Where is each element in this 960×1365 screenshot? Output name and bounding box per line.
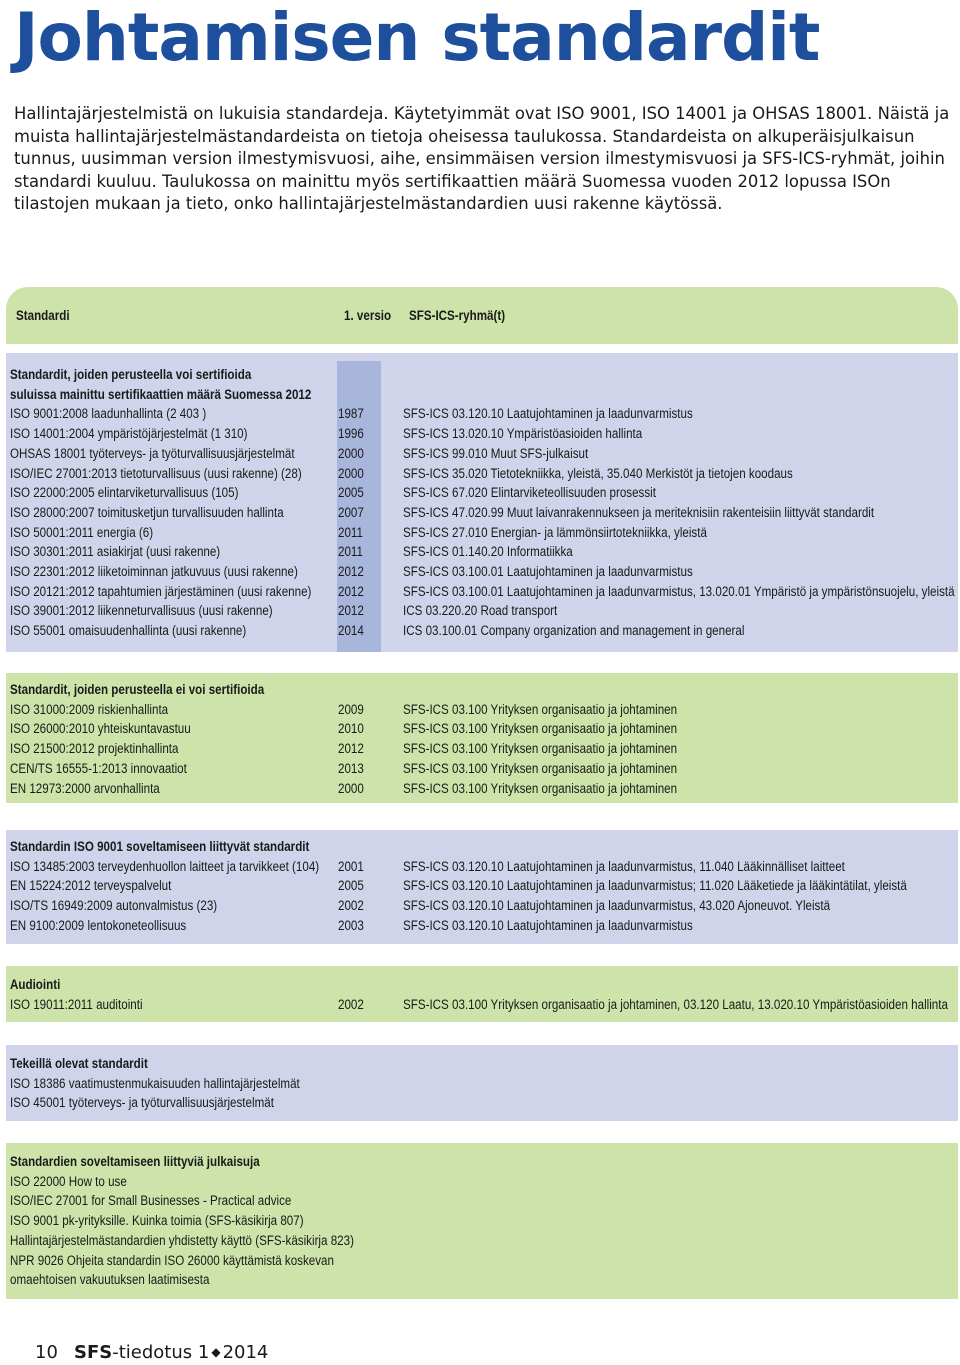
table-row-ics	[403, 523, 756, 543]
table-row-ics	[403, 582, 960, 602]
table-row-standard	[10, 719, 220, 739]
table-row-ics-text: SFS-ICS 03.120.10 Laatujohtaminen ja laadunvarmistus, 43.020 Ajoneuvot. Yleistä	[403, 898, 831, 914]
table-row-year	[338, 700, 368, 720]
table-row-ics	[403, 779, 722, 799]
table-row-ics-text: SFS-ICS 99.010 Muut SFS-julkaisut	[403, 445, 589, 461]
table-row-standard	[10, 1172, 146, 1192]
table-row-year-text: 2000	[338, 780, 364, 796]
table-row-year	[338, 739, 368, 759]
table-row-standard-text: ISO 20121:2012 tapahtumien järjestäminen (uusi rakenne)	[10, 583, 312, 599]
table-row-ics-text: ICS 03.100.01 Company organization and management in general	[403, 623, 745, 639]
table-header	[6, 287, 958, 344]
header-first-version: 1. versio	[344, 308, 392, 323]
table-row-standard	[10, 995, 164, 1015]
page-title: Johtamisen standardit	[14, 0, 820, 76]
table-row-standard	[10, 700, 194, 720]
section-title	[10, 680, 306, 700]
section-title-text: Standardin ISO 9001 soveltamiseen liittyvät standardit	[10, 839, 310, 854]
table-row-year	[338, 503, 368, 523]
table-row-standard-text: ISO/TS 16949:2009 autonvalmistus (23)	[10, 898, 218, 914]
table-row-year-text: 2012	[338, 603, 364, 619]
table-row-year	[338, 857, 368, 877]
table-row-standard	[10, 483, 276, 503]
table-row-standard-text: EN 15224:2012 terveyspalvelut	[10, 878, 172, 894]
table-row-standard-text: EN 9100:2009 lentokoneteollisuus	[10, 917, 187, 933]
table-row-standard-text: ISO 39001:2012 liikenneturvallisuus (uusi rakenne)	[10, 603, 273, 619]
table-row-standard	[10, 1251, 387, 1271]
table-row-ics-text: SFS-ICS 03.100 Yrityksen organisaatio ja johtaminen, 03.120 Laatu, 13.020.10 Ympäristöasioiden hallinta	[403, 996, 948, 1012]
table-row-year-text: 2000	[338, 465, 364, 481]
table-row-standard-text: ISO 13485:2003 terveydenhuollon laitteet ja tarvikkeet (104)	[10, 858, 320, 874]
table-row-year-text: 2009	[338, 701, 364, 717]
table-row-year-text: 2011	[338, 544, 363, 560]
table-row-ics-text: SFS-ICS 03.100 Yrityksen organisaatio ja johtaminen	[403, 721, 678, 737]
table-row-standard-text: ISO 9001 pk-yrityksille. Kuinka toimia (SFS-käsikirja 807)	[10, 1213, 304, 1229]
table-row-standard	[10, 523, 176, 543]
table-row-year-text: 2001	[338, 858, 364, 874]
table-row-ics	[403, 424, 681, 444]
table-row-year	[338, 523, 367, 543]
table-row-standard-text: ISO 22000:2005 elintarviketurvallisuus (105)	[10, 485, 239, 501]
section-title-text: Standardit, joiden perusteella ei voi sertifioida	[10, 682, 265, 697]
table-row-standard	[10, 1074, 347, 1094]
table-row-standard	[10, 1211, 351, 1231]
diamond-icon: ◆	[211, 1345, 221, 1359]
table-row-standard-text: ISO 28000:2007 toimitusketjun turvallisuuden hallinta	[10, 504, 284, 520]
table-row-standard	[10, 1270, 242, 1290]
table-row-ics	[403, 621, 800, 641]
page-number: 10	[35, 1342, 58, 1363]
section-title-text: Audiointi	[10, 977, 61, 992]
table-row-ics-text: SFS-ICS 03.120.10 Laatujohtaminen ja laadunvarmistus; 11.020 Lääketiede ja lääkintätilat, yleistä	[403, 878, 907, 894]
table-row-ics	[403, 759, 722, 779]
table-row-ics-text: ICS 03.220.20 Road transport	[403, 603, 558, 619]
table-row-standard-text: ISO 21500:2012 projektinhallinta	[10, 741, 179, 757]
table-row-year-text: 2007	[338, 504, 364, 520]
table-row-standard-text: ISO 22301:2012 liiketoiminnan jatkuvuus (uusi rakenne)	[10, 564, 298, 579]
table-row-ics-text: SFS-ICS 03.100 Yrityksen organisaatio ja johtaminen	[403, 701, 678, 717]
table-row-ics	[403, 562, 740, 582]
table-row-year	[338, 582, 368, 602]
table-row-year	[338, 424, 368, 444]
table-row-standard	[10, 759, 216, 779]
table-row-standard-text: NPR 9026 Ohjeita standardin ISO 26000 käyttämistä koskevan	[10, 1252, 334, 1268]
table-row-standard-text: ISO 50001:2011 energia (6)	[10, 524, 154, 540]
table-row-standard	[10, 779, 184, 799]
table-row-year-text: 2013	[338, 760, 364, 776]
table-row-year	[338, 719, 368, 739]
section-title-text: Tekeillä olevat standardit	[10, 1056, 148, 1071]
table-row-ics-text: SFS-ICS 03.120.10 Laatujohtaminen ja laadunvarmistus	[403, 917, 693, 933]
table-row-ics-text: SFS-ICS 03.100.01 Laatujohtaminen ja laadunvarmistus	[403, 564, 693, 579]
table-row-ics-text: SFS-ICS 03.120.10 Laatujohtaminen ja laadunvarmistus, 11.040 Lääkinnälliset laitteet	[403, 858, 845, 874]
table-row-year	[338, 601, 368, 621]
section-title	[10, 385, 360, 405]
table-row-ics-text: SFS-ICS 03.100.01 Laatujohtaminen ja laadunvarmistus, 13.020.01 Ympäristö ja ympäristönsuojelu, yleistä	[403, 583, 955, 599]
table-row-standard-text: ISO 18386 vaatimustenmukaisuuden hallintajärjestelmät	[10, 1075, 300, 1091]
table-row-standard	[10, 1093, 317, 1113]
table-row-standard	[10, 857, 369, 877]
table-row-ics	[403, 995, 960, 1015]
publication-brand: SFS	[74, 1342, 113, 1363]
table-row-ics	[403, 916, 740, 936]
table-row-standard-text: ISO 19011:2011 auditointi	[10, 996, 143, 1012]
table-row-standard	[10, 876, 198, 896]
table-row-ics	[403, 542, 600, 562]
table-row-ics-text: SFS-ICS 03.120.10 Laatujohtaminen ja laadunvarmistus	[403, 406, 693, 422]
table-row-year-text: 2005	[338, 485, 364, 501]
table-row-ics-text: SFS-ICS 13.020.10 Ympäristöasioiden hallinta	[403, 426, 643, 442]
header-ics-groups: SFS-ICS-ryhmä(t)	[409, 308, 506, 323]
table-row-year	[338, 916, 368, 936]
table-row-year-text: 2002	[338, 898, 364, 914]
table-row-year	[338, 483, 368, 503]
table-row-year	[338, 759, 368, 779]
table-row-ics	[403, 857, 917, 877]
table-row-ics	[403, 503, 951, 523]
table-row-year-text: 1996	[338, 426, 364, 442]
table-row-standard	[10, 424, 286, 444]
table-row-ics-text: SFS-ICS 03.100 Yrityksen organisaatio ja johtaminen	[403, 780, 678, 796]
header-standard: Standardi	[16, 308, 70, 323]
table-row-standard-text: CEN/TS 16555-1:2013 innovaatiot	[10, 760, 187, 776]
publication-year: 2014	[222, 1342, 269, 1363]
table-row-ics	[403, 444, 618, 464]
table-row-standard-text: ISO 14001:2004 ympäristöjärjestelmät (1 310)	[10, 426, 248, 442]
table-row-year	[338, 995, 368, 1015]
table-row-ics	[403, 739, 722, 759]
table-row-standard-text: ISO 22000 How to use	[10, 1173, 127, 1189]
table-row-year-text: 2005	[338, 878, 364, 894]
table-row-ics	[403, 483, 697, 503]
table-row-year-text: 1987	[338, 406, 364, 422]
table-row-ics	[403, 719, 722, 739]
table-row-year-text: 2003	[338, 917, 364, 933]
table-row-standard	[10, 621, 285, 641]
table-row-year	[338, 464, 368, 484]
table-row-standard-text: ISO/IEC 27001 for Small Businesses - Practical advice	[10, 1193, 292, 1209]
table-row-standard-text: ISO 45001 työterveys- ja työturvallisuusjärjestelmät	[10, 1095, 274, 1111]
section-title-text: suluissa mainittu sertifikaattien määrä Suomessa 2012	[10, 386, 312, 402]
table-row-year	[338, 444, 368, 464]
table-row-year-text: 2012	[338, 564, 364, 579]
table-row-standard-text: ISO/IEC 27001:2013 tietoturvallisuus (uusi rakenne) (28)	[10, 465, 302, 481]
table-row-ics	[403, 464, 856, 484]
table-row-standard	[10, 1191, 337, 1211]
table-row-ics	[403, 876, 960, 896]
table-row-standard-text: ISO 31000:2009 riskienhallinta	[10, 701, 169, 717]
table-row-ics-text: SFS-ICS 03.100 Yrityksen organisaatio ja johtaminen	[403, 760, 678, 776]
table-row-ics-text: SFS-ICS 35.020 Tietotekniikka, yleistä, 35.040 Merkistöt ja tietojen koodaus	[403, 465, 793, 481]
section-title	[10, 1152, 300, 1172]
table-row-standard	[10, 503, 328, 523]
table-row-standard	[10, 896, 251, 916]
table-row-year	[338, 562, 368, 582]
table-row-standard	[10, 464, 349, 484]
table-row-ics	[403, 896, 900, 916]
table-row-ics	[403, 404, 740, 424]
section-title	[10, 837, 358, 857]
table-row-standard	[10, 542, 254, 562]
intro-paragraph: Hallintajärjestelmistä on lukuisia standardeja. Käytetyimmät ovat ISO 9001, ISO 14001 ja OHSAS 18001. Näistä ja muista hallintajärjestelmästandardeista on tietoja oheisessa taulukossa. Standardeista on alkuperäisjulkaisun tunnus, uusimman version ilmestymisvuosi, aihe, ensimmäisen version ilmestymisvuosi ja SFS-ICS-ryhmät, joihin standardi kuuluu. Taulukossa on mainittu myös sertifikaattien määrä Suomessa vuoden 2012 lopussa ISOn tilastojen mukaan ja tieto, onko hallintajärjestelmästandardien uusi rakenne käytössä.	[14, 104, 950, 213]
table-row-standard	[10, 582, 360, 602]
table-row-standard	[10, 739, 206, 759]
section-title	[10, 975, 68, 995]
table-row-standard-text: ISO 9001:2008 laadunhallinta (2 403 )	[10, 406, 207, 422]
table-row-year	[338, 542, 367, 562]
table-row-standard	[10, 1231, 410, 1251]
table-row-year-text: 2012	[338, 741, 364, 757]
table-row-standard-text: ISO 30301:2011 asiakirjat (uusi rakenne)	[10, 544, 221, 560]
table-row-standard	[10, 444, 341, 464]
section-title	[10, 1054, 170, 1074]
table-row-standard	[10, 404, 238, 424]
table-row-ics-text: SFS-ICS 47.020.99 Muut laivanrakennukseen ja meriteknisiin rakenteisiin liittyvät standardit	[403, 504, 875, 520]
table-row-year-text: 2011	[338, 524, 363, 540]
section-title	[10, 365, 291, 385]
table-row-standard-text: ISO 26000:2010 yhteiskuntavastuu	[10, 721, 191, 737]
table-row-year	[338, 621, 368, 641]
table-row-ics-text: SFS-ICS 67.020 Elintarviketeollisuuden prosessit	[403, 485, 656, 501]
table-row-standard-text: omaehtoisen vakuutuksen laatimisesta	[10, 1272, 210, 1288]
table-row-standard	[10, 562, 345, 582]
table-row-year	[338, 876, 368, 896]
table-row-year	[338, 779, 368, 799]
table-row-year-text: 2010	[338, 721, 364, 737]
table-row-standard-text: OHSAS 18001 työterveys- ja työturvallisuusjärjestelmät	[10, 445, 295, 461]
section-title-text: Standardien soveltamiseen liittyviä julkaisuja	[10, 1154, 260, 1169]
table-row-ics-text: SFS-ICS 03.100 Yrityksen organisaatio ja johtaminen	[403, 741, 678, 757]
table-row-year-text: 2014	[338, 623, 364, 639]
table-row-year-text: 2000	[338, 445, 364, 461]
table-row-ics	[403, 601, 582, 621]
table-row-ics-text: SFS-ICS 01.140.20 Informatiikka	[403, 544, 573, 560]
table-row-standard-text: ISO 55001 omaisuudenhallinta (uusi rakenne)	[10, 623, 247, 639]
table-row-ics	[403, 700, 722, 720]
table-row-standard-text: EN 12973:2000 arvonhallinta	[10, 780, 160, 796]
section-title-text: Standardit, joiden perusteella voi sertifioida	[10, 367, 252, 382]
table-row-standard	[10, 601, 315, 621]
publication-issue: -tiedotus 1	[112, 1342, 210, 1363]
table-row-year-text: 2012	[338, 583, 364, 599]
table-row-year	[338, 896, 368, 916]
table-row-standard	[10, 916, 215, 936]
table-row-standard-text: Hallintajärjestelmästandardien yhdistetty käyttö (SFS-käsikirja 823)	[10, 1232, 354, 1248]
table-row-year	[338, 404, 368, 424]
table-row-year-text: 2002	[338, 996, 364, 1012]
table-row-ics-text: SFS-ICS 27.010 Energian- ja lämmönsiirtotekniikka, yleistä	[403, 524, 707, 540]
